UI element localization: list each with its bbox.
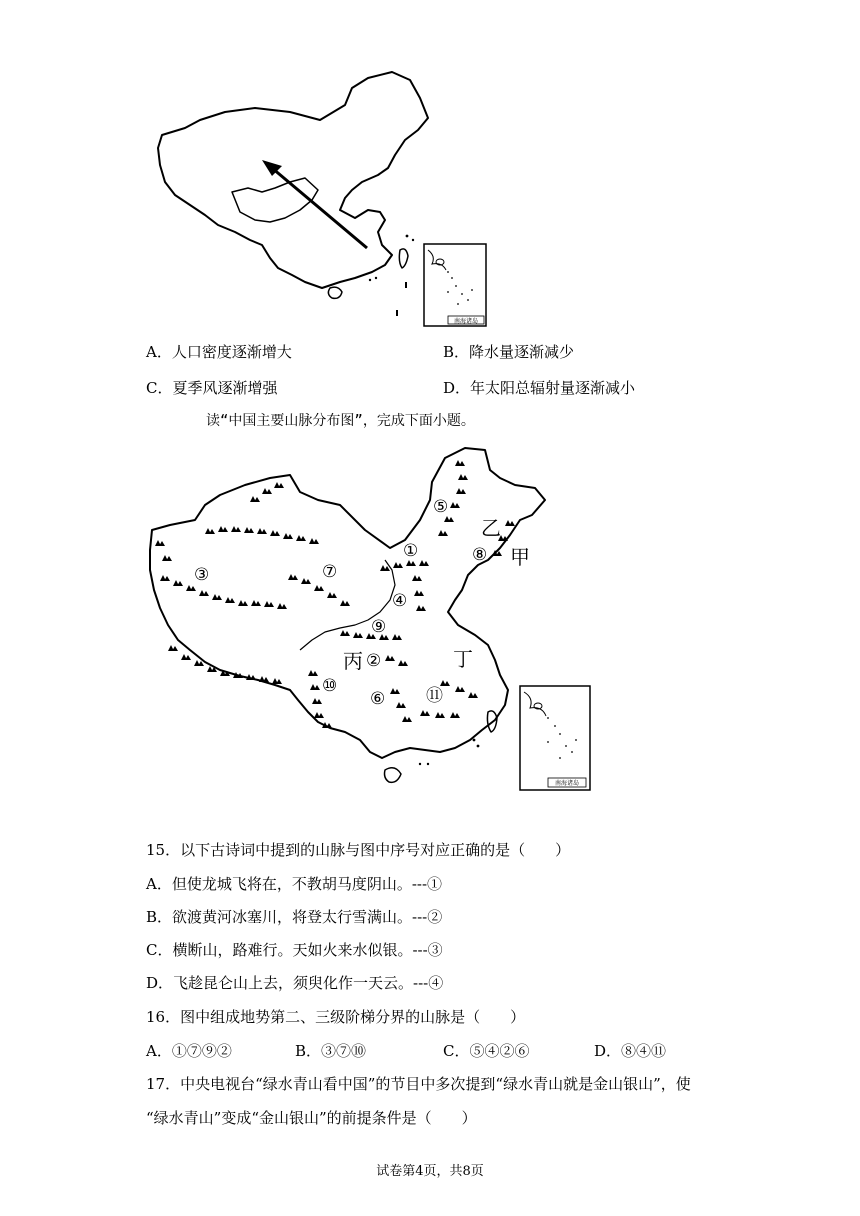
map2-label-jia: 甲 xyxy=(510,545,530,569)
china-map-arrow xyxy=(150,60,490,330)
map2-label-2: ② xyxy=(366,651,382,671)
china-mountains-map xyxy=(140,440,600,800)
q15-option-c: C．横断山，路难行。天如火来水似银。---③ xyxy=(146,941,443,959)
map2-label-7: ⑦ xyxy=(322,562,338,582)
page-footer: 试卷第4页，共8页 xyxy=(376,1164,484,1179)
q15-option-d: D．飞趁昆仑山上去，须臾化作一天云。---④ xyxy=(146,974,444,992)
map2-label-10: ⑩ xyxy=(322,676,338,696)
q15-option-a: A．但使龙城飞将在，不教胡马度阴山。---① xyxy=(146,875,443,893)
map2-label-3: ③ xyxy=(194,565,210,585)
q16-option-c: C．⑤④②⑥ xyxy=(443,1042,530,1060)
q14-option-b: B．降水量逐渐减少 xyxy=(443,343,575,361)
map2-label-ding: 丁 xyxy=(453,647,473,671)
q17-stem-line2: “绿水青山”变成“金山银山”的前提条件是（ ） xyxy=(146,1109,477,1127)
map2-label-1: ① xyxy=(403,541,419,561)
map2-label-yi: 乙 xyxy=(481,516,501,540)
q16-option-d: D．⑧④⑪ xyxy=(594,1042,667,1060)
q14-option-c: C．夏季风逐渐增强 xyxy=(146,379,278,397)
map2-label-8: ⑧ xyxy=(472,545,488,565)
map2-label-6: ⑥ xyxy=(370,689,386,709)
map2-label-bing: 丙 xyxy=(343,649,363,673)
reading-intro: 读“中国主要山脉分布图”，完成下面小题。 xyxy=(206,413,475,429)
map1-inset-label: 南海诸岛 xyxy=(453,318,479,325)
q16-option-b: B．③⑦⑩ xyxy=(295,1042,367,1060)
map2-label-4: ④ xyxy=(392,591,408,611)
q14-option-d: D．年太阳总辐射量逐渐减小 xyxy=(443,379,636,397)
map2-inset-label: 南海诸岛 xyxy=(554,780,580,787)
q16-option-a: A．①⑦⑨② xyxy=(146,1042,232,1060)
q15-stem: 15．以下古诗词中提到的山脉与图中序号对应正确的是（ ） xyxy=(146,841,571,859)
q15-option-b: B．欲渡黄河冰塞川，将登太行雪满山。---② xyxy=(146,908,443,926)
q14-option-a: A．人口密度逐渐增大 xyxy=(146,343,292,361)
q16-stem: 16．图中组成地势第二、三级阶梯分界的山脉是（ ） xyxy=(146,1008,526,1026)
map2-label-9: ⑨ xyxy=(371,617,387,637)
map2-label-11: ⑪ xyxy=(426,686,443,706)
q17-stem-line1: 17．中央电视台“绿水青山看中国”的节目中多次提到“绿水青山就是金山银山”，使 xyxy=(146,1075,691,1093)
map2-label-5: ⑤ xyxy=(433,497,449,517)
